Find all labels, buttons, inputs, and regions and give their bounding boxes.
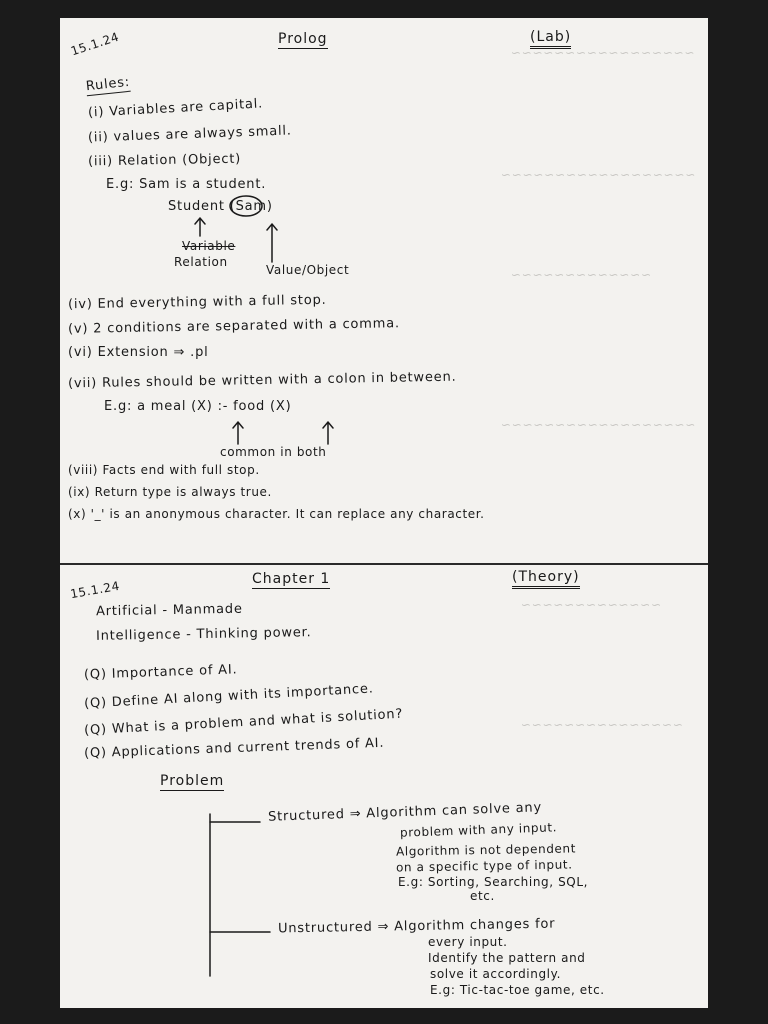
- bleed-through-text: ~~~~~~~~~~~~~~~~~~: [500, 418, 696, 432]
- unstructured-line-2: Identify the pattern and: [428, 951, 586, 965]
- rule-4: (iv) End everything with a full stop.: [67, 292, 327, 313]
- lab-tag: (Lab): [530, 30, 571, 49]
- unstructured-label: Unstructured ⇒ Algorithm changes for: [277, 916, 556, 937]
- relation-label: Relation: [174, 255, 228, 269]
- pen-strokes: [60, 18, 708, 1008]
- structured-line-5: etc.: [470, 889, 495, 903]
- lab-date: 15.1.24: [69, 29, 121, 59]
- example-2: E.g: a meal (X) :- food (X): [104, 399, 292, 414]
- bleed-through-text: ~~~~~~~~~~~~~~~~~: [510, 46, 695, 60]
- rule-3: (iii) Relation (Object): [87, 151, 242, 170]
- variable-label: Variable: [182, 239, 236, 253]
- rule-10: (x) '_' is an anonymous character. It can replace any character.: [68, 507, 485, 521]
- structured-line-2: Algorithm is not dependent: [395, 841, 577, 859]
- lab-title: Prolog: [278, 31, 328, 47]
- structured-label: Structured ⇒ Algorithm can solve any: [267, 800, 543, 825]
- rule-1: (i) Variables are capital.: [87, 96, 264, 121]
- theory-tag: (Theory): [512, 570, 580, 589]
- question-4: (Q) Applications and current trends of AI.: [83, 735, 385, 762]
- rule-2: (ii) values are always small.: [87, 123, 293, 146]
- common-label: common in both: [220, 445, 327, 459]
- problem-heading: Problem: [160, 773, 225, 789]
- bleed-through-text: ~~~~~~~~~~~~~~~: [520, 718, 683, 732]
- unstructured-line-1: every input.: [428, 935, 508, 949]
- structured-line-4: E.g: Sorting, Searching, SQL,: [398, 875, 589, 889]
- rule-6: (vi) Extension ⇒ .pl: [68, 345, 209, 360]
- structured-line-1: problem with any input.: [399, 820, 558, 840]
- structured-line-3: on a specific type of input.: [395, 857, 573, 875]
- notebook-page: [60, 18, 708, 1008]
- theory-date: 15.1.24: [69, 578, 121, 602]
- rule-7: (vii) Rules should be written with a colon in between.: [67, 369, 457, 392]
- question-1: (Q) Importance of AI.: [83, 662, 238, 683]
- rule-8: (viii) Facts end with full stop.: [68, 463, 260, 477]
- theory-title: Chapter 1: [252, 571, 331, 587]
- rules-heading: Rules:: [85, 74, 131, 95]
- bleed-through-text: ~~~~~~~~~~~~~: [520, 598, 662, 612]
- rule-9: (ix) Return type is always true.: [68, 485, 272, 499]
- definition-artificial: Artificial - Manmade: [95, 601, 243, 620]
- value-object-label: Value/Object: [266, 263, 350, 277]
- question-3: (Q) What is a problem and what is solution?: [83, 706, 404, 739]
- definition-intelligence: Intelligence - Thinking power.: [95, 625, 312, 644]
- question-2: (Q) Define AI along with its importance.: [83, 681, 375, 712]
- example-1: E.g: Sam is a student.: [106, 177, 267, 192]
- unstructured-line-3: solve it accordingly.: [430, 967, 562, 981]
- rule-5: (v) 2 conditions are separated with a comma.: [67, 316, 400, 337]
- bleed-through-text: ~~~~~~~~~~~~~: [510, 268, 652, 282]
- bleed-through-text: ~~~~~~~~~~~~~~~~~~: [500, 168, 696, 182]
- example-1-expr: Student (Sam): [168, 199, 273, 214]
- unstructured-line-4: E.g: Tic-tac-toe game, etc.: [430, 983, 605, 997]
